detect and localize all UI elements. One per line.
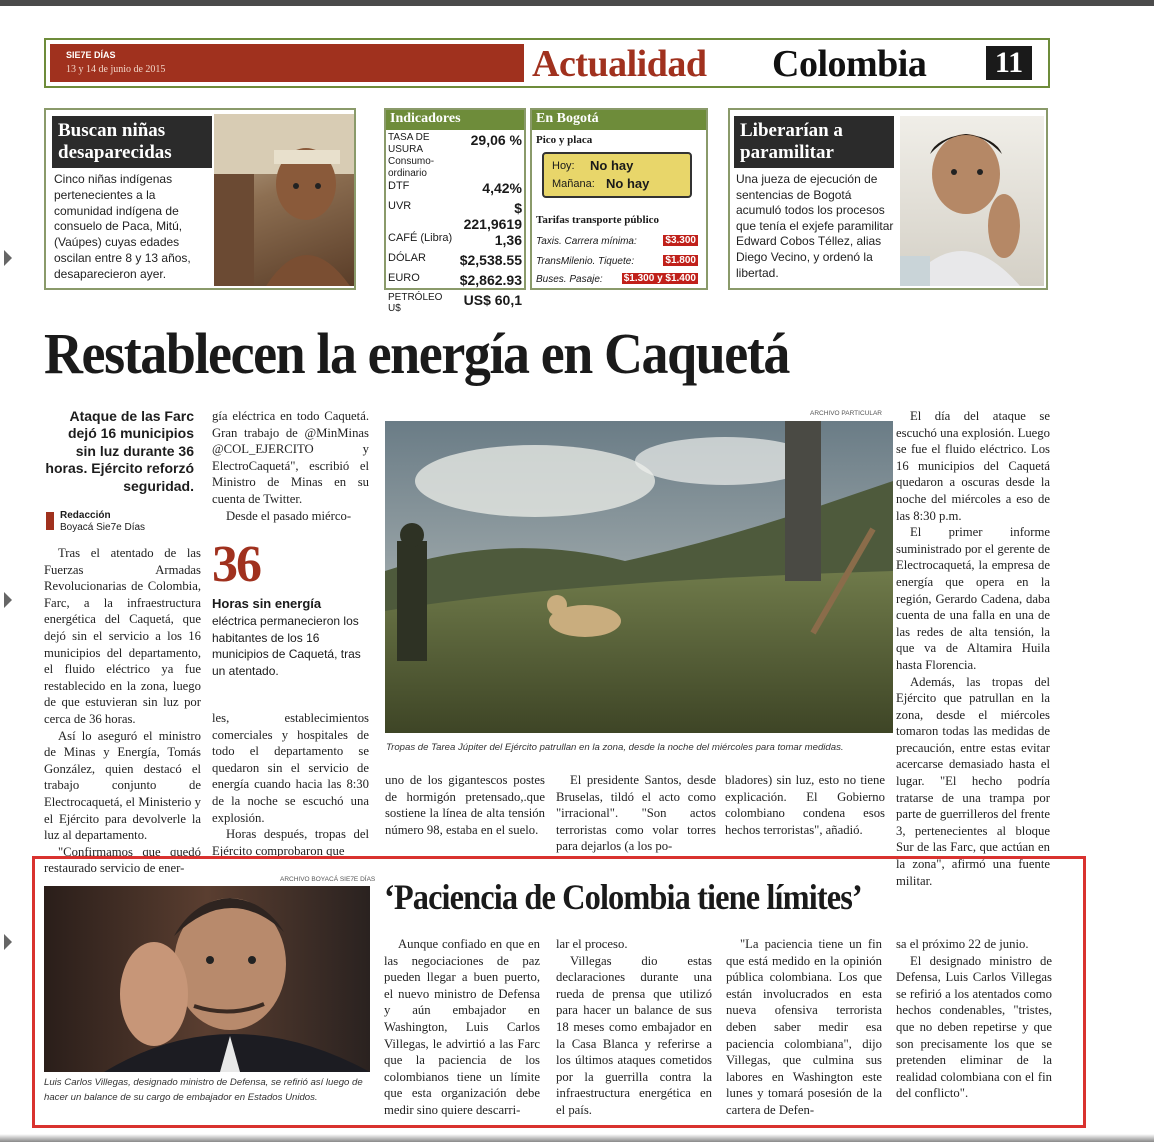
paragraph: "La paciencia tiene un fin que está medido en la opinión pública colombiana. Los que están involucrados en esta nueva ofensiva terrorista deben saber medir esa paciencia colombiana", dijo Villegas, que culmina sus labores en Washington este lunes y tomará posesión de la cartera de Defen-	[726, 937, 882, 1117]
country-title: Colombia	[772, 43, 927, 85]
photo-caption: Luis Carlos Villegas, designado ministro de Defensa, se refirió así luego de hacer un balance de su cargo de embajador en Estados Unidos.	[44, 1077, 363, 1103]
indicator-label: EURO	[388, 272, 420, 284]
indicator-row	[386, 252, 524, 272]
photo-credit: ARCHIVO BOYACÁ SIE7E DÍAS	[280, 876, 376, 883]
indicator-label: CAFÉ (Libra)	[388, 232, 453, 244]
paragraph: bladores) sin luz, esto no tiene explicación. El Gobierno colombiano condena esos hechos terroristas", añadió.	[725, 773, 885, 837]
photo-caption: Tropas de Tarea Júpiter del Ejército patrullan en la zona, desde la noche del miércoles para tomar medidas.	[386, 742, 844, 753]
second-column-3	[726, 936, 882, 1119]
hoy-label: Hoy:	[552, 160, 575, 172]
paragraph: Así lo aseguró el ministro de Minas y Energía, Tomás González, quien destacó el trabajo conjunto de Electrocaquetá, el Ministerio y el Ejército para devolverle la luz al departamento.	[44, 728, 201, 843]
paragraph: Desde el pasado miérco-	[226, 508, 352, 523]
margin-arrow-icon	[4, 592, 12, 608]
indicator-value: US$ 60,1	[463, 292, 522, 308]
hoy-value: No hay	[590, 158, 634, 173]
villegas-photo	[44, 886, 370, 1072]
section-header	[44, 38, 1050, 88]
paramilitar-photo-svg	[900, 116, 1044, 286]
indicator-row	[386, 180, 524, 200]
tarifas-title: Tarifas transporte público	[536, 214, 660, 226]
paragraph: El presidente Santos, desde Bruselas, tildó el acto como "irracional". "Son actos terroristas como volar torres para dejarlos (a los po-	[556, 773, 716, 854]
indicadores-table	[386, 132, 524, 314]
article-lead: Ataque de las Farc dejó 16 municipios sin luz durante 36 horas. Ejército reforzó seguridad.	[45, 408, 194, 494]
main-headline: Restablecen la energía en Caquetá	[44, 321, 789, 386]
bogota-title: En Bogotá	[532, 110, 706, 130]
paragraph: Aunque confiado en que en las negociaciones de paz pueden llegar a buen puerto, el nuevo ministro de Defensa y aún embajador en Washington, Luis Carlos Villegas, le advirtió a las Farc que la paciencia de los colombianos tiene un límite que esta organización debe medir sino quiere descarri-	[384, 937, 540, 1117]
license-plate	[542, 152, 692, 198]
pico-placa-title: Pico y placa	[536, 134, 593, 146]
article-column-6	[896, 408, 1050, 889]
byline-role: Redacción	[60, 510, 111, 521]
article-column-2-top	[212, 408, 369, 524]
highlight-number: 36	[212, 536, 260, 593]
indicator-value: $ 221,9619	[463, 200, 522, 232]
indicator-row	[386, 272, 524, 292]
second-column-4	[896, 936, 1052, 1102]
article-column-4	[556, 772, 716, 855]
indicator-row	[386, 200, 524, 232]
girl-photo	[214, 114, 354, 286]
indicator-row	[386, 132, 524, 180]
tarifa-label: Buses. Pasaje:	[536, 274, 603, 285]
indicator-label: DTF	[388, 180, 410, 192]
indicator-row	[386, 232, 524, 252]
girl-photo-svg	[214, 114, 354, 286]
article-column-5	[725, 772, 885, 838]
paragraph: "Confirmamos que quedó restaurado servicio de ener-	[44, 844, 201, 876]
issue-date: 13 y 14 de junio de 2015	[66, 64, 166, 75]
section-title: Actualidad	[532, 43, 707, 85]
indicator-value: $2,862.93	[459, 272, 522, 288]
tarifa-row	[536, 274, 702, 285]
tarifa-label: Taxis. Carrera mínima:	[536, 236, 637, 247]
soldiers-photo-svg	[385, 421, 893, 733]
paragraph: les, establecimientos comerciales y hospitales de todo el departamento se quedaron sin el servicio de energía cuando hacia las 8:30 de la noche se escuchó una explosión.	[212, 711, 369, 825]
top-border	[0, 0, 1154, 6]
highlight-title: Horas sin energía	[212, 596, 322, 611]
manana-value: No hay	[606, 176, 650, 191]
tarifa-value: $3.300	[665, 235, 696, 246]
header-red-bar	[50, 44, 524, 82]
indicator-value: 1,36	[494, 232, 522, 248]
paragraph: El día del ataque se escuchó una explosión. Luego se fue el fluido eléctrico. Los 16 municipios del Caquetá quedaron a oscuras desde la noche del miércoles a eso de las 8:30 p.m.	[896, 409, 1050, 523]
byline-name: Boyacá Sie7e Días	[60, 522, 146, 533]
news-brief-paramilitar	[728, 108, 1048, 290]
tarifa-value: $1.300 y $1.400	[623, 273, 696, 284]
indicator-value: 29,06 %	[470, 132, 522, 148]
margin-arrow-icon	[4, 250, 12, 266]
bottom-border	[0, 1134, 1154, 1142]
brief-body: Una jueza de ejecución de sentencias de Bogotá acumuló todos los procesos que tenía el exjefe paramilitar Edward Cobos Téllez, alias Diego Vecino, y ordenó la libertad.	[736, 172, 894, 280]
indicator-label: UVR	[388, 200, 412, 212]
article-column-2-bottom	[212, 710, 369, 859]
indicadores-box	[384, 108, 526, 314]
highlight-text: eléctrica permanecieron los habitantes de los 16 municipios de Caquetá, tras un atentado.	[212, 614, 361, 678]
news-brief-ninas	[44, 108, 356, 290]
paragraph: El designado ministro de Defensa, Luis Carlos Villegas se refirió a los atentados como hechos condenables, "tristes, que no deben repetirse y que son precisamente los que se pretenden eliminar de la realidad colombiana con el fin del conflicto".	[896, 953, 1052, 1101]
manana-label: Mañana:	[552, 178, 595, 190]
byline-marker	[46, 512, 54, 530]
paragraph: gía eléctrica en todo Caquetá. Gran trabajo de @MinMinas @COL_EJERCITO y ElectroCaquetá", escribió el Ministro de Minas en su cuenta de Twitter.	[212, 409, 369, 506]
tarifa-row	[536, 256, 702, 267]
bogota-box	[530, 108, 708, 290]
tarifa-label: TransMilenio. Tiquete:	[536, 256, 635, 267]
article-column-3	[385, 772, 545, 838]
tarifa-value: $1.800	[665, 255, 696, 266]
paragraph: Villegas dio estas declaraciones durante una rueda de prensa que utilizó para hacer un balance de sus 18 meses como embajador en la Casa Blanca y referirse a los últimos ataques cometidos por la guerrilla contra la infraestructura energética en el país.	[556, 953, 712, 1117]
paragraph: El primer informe suministrado por el gerente de Electrocaquetá, la empresa de energía que opera en la región, Gerardo Cadena, daba cuenta de una falla en una de las redes de alta tensión, la que va de Altamira Huila hasta Florencia.	[896, 525, 1050, 672]
brief-title: Liberarían a paramilitar	[734, 116, 894, 168]
tarifa-row	[536, 236, 702, 247]
indicator-value: $2,538.55	[459, 252, 522, 268]
second-column-1	[384, 936, 540, 1119]
paragraph: Tras el atentado de las Fuerzas Armadas Revolucionarias de Colombia, Farc, a la infraestructura energética del Caquetá, que dejó sin el servicio a los 16 municipios del departamento, el fluido eléctrico ya fue restablecido en la zona, luego de que estuvieran sin luz por cerca de 36 horas.	[44, 546, 201, 726]
second-headline: ‘Paciencia de Colombia tiene límites’	[384, 877, 862, 917]
paragraph: sa el próximo 22 de junio.	[896, 937, 1029, 951]
villegas-photo-svg	[44, 886, 370, 1072]
indicadores-title: Indicadores	[386, 110, 524, 130]
indicator-label: TASA DE USURA Consumo-ordinario	[388, 132, 435, 179]
brief-title: Buscan niñas desaparecidas	[52, 116, 212, 168]
brief-body: Cinco niñas indígenas pertenecientes a la comunidad indígena de consuelo de Paca, Mitú, (Vaúpes) cuyas edades oscilan entre 8 y 13 años, desaparecieron ayer.	[54, 172, 191, 281]
photo-credit: ARCHIVO PARTICULAR	[810, 410, 882, 417]
brand-label: SIE7E DÍAS	[66, 50, 116, 60]
indicator-label: DÓLAR	[388, 252, 426, 264]
margin-arrow-icon	[4, 934, 12, 950]
paramilitar-photo	[900, 116, 1044, 286]
article-column-1	[44, 545, 201, 877]
paragraph: Horas después, tropas del Ejército comprobaron que	[212, 827, 369, 858]
indicator-label: PETRÓLEO U$	[388, 292, 443, 314]
second-column-2	[556, 936, 712, 1119]
page-number: 11	[986, 46, 1032, 80]
paragraph: lar el proceso.	[556, 937, 628, 951]
soldiers-photo	[385, 421, 893, 733]
paragraph: Además, las tropas del Ejército que patrullan en la zona, desde el miércoles tomaron todas las medidas de precaución, entre estas evitar acercarse demasiado hasta el lugar. "El hecho podría tratarse de una trampa por parte de guerrilleros del frente 3, pertenecientes al bloque Sur de las Farc, que actúan en la zona", afirmó una fuente militar.	[896, 674, 1050, 888]
paragraph: uno de los gigantescos postes de hormigón pretensado,.que sostiene la línea de alta tensión número 98, estaba en el suelo.	[385, 773, 545, 837]
indicator-row	[386, 292, 524, 314]
indicator-value: 4,42%	[482, 180, 522, 196]
